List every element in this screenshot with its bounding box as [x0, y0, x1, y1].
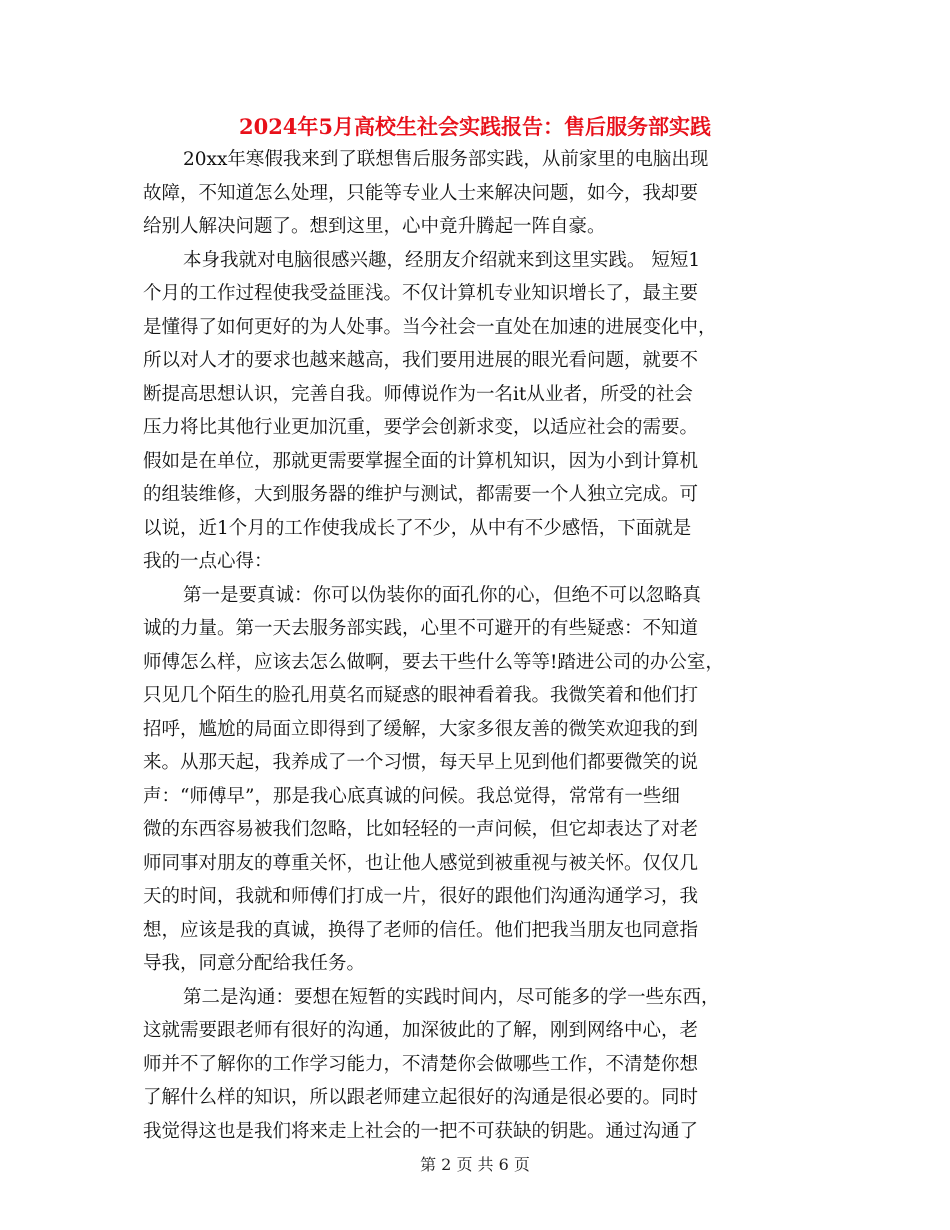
body-line: 20xx年寒假我来到了联想售后服务部实践，从前家里的电脑出现 — [183, 149, 709, 170]
body-line: 所以对人才的要求也越来越高，我们要用进展的眼光看问题，就要不 — [143, 350, 699, 371]
body-line: 只见几个陌生的脸孔用莫名而疑惑的眼神看着我。我微笑着和他们打 — [143, 685, 699, 706]
body-line: 我觉得这也是我们将来走上社会的一把不可获缺的钥匙。通过沟通了 — [143, 1120, 699, 1142]
body-line: 本身我就对电脑很感兴趣，经朋友介绍就来到这里实践。 短短1 — [183, 249, 701, 271]
body-line: 以说，近1个月的工作使我成长了不少，从中有不少感悟，下面就是 — [143, 517, 692, 539]
body-line: 压力将比其他行业更加沉重，要学会创新求变，以适应社会的需要。 — [143, 417, 699, 438]
body-line: 给别人解决问题了。想到这里，心中竟升腾起一阵自豪。 — [143, 216, 606, 237]
page-footer: 第 2 页 共 6 页 — [420, 1155, 530, 1174]
body-line: 第二是沟通：要想在短暂的实践时间内，尽可能多的学一些东西， — [183, 986, 720, 1008]
body-line: 天的时间，我就和师傅们打成一片，很好的跟他们沟通沟通学习，我 — [143, 886, 699, 907]
body-line: 假如是在单位，那就更需要掌握全面的计算机知识，因为小到计算机 — [143, 450, 699, 472]
body-line: 招呼，尴尬的局面立即得到了缓解，大家多很友善的微笑欢迎我的到 — [143, 718, 699, 740]
body-line: 了解什么样的知识，所以跟老师建立起很好的沟通是很必要的。同时 — [143, 1087, 699, 1108]
body-line: 微的东西容易被我们忽略，比如轻轻的一声问候，但它却表达了对老 — [143, 819, 699, 840]
body-line: 这就需要跟老师有很好的沟通，加深彼此的了解，刚到网络中心，老 — [143, 1020, 699, 1041]
body-line: 想，应该是我的真诚，换得了老师的信任。他们把我当朋友也同意指 — [143, 919, 699, 941]
body-line: 我的一点心得： — [143, 551, 273, 572]
body-line: 个月的工作过程使我受益匪浅。不仅计算机专业知识增长了，最主要 — [143, 283, 699, 304]
document-body — [143, 143, 813, 1148]
body-line: 师并不了解你的工作学习能力，不清楚你会做哪些工作，不清楚你想 — [143, 1053, 699, 1075]
body-line: 声：“师傅早”，那是我心底真诚的问候。我总觉得，常常有一些细 — [143, 785, 680, 807]
body-line: 导我，同意分配给我任务。 — [143, 953, 366, 974]
body-line: 的组装维修，大到服务器的维护与测试，都需要一个人独立完成。可 — [143, 484, 699, 505]
body-line: 诚的力量。第一天去服务部实践，心里不可避开的有些疑惑：不知道 — [143, 618, 699, 639]
body-line: 断提高思想认识，完善自我。师傅说作为一名it从业者，所受的社会 — [143, 383, 693, 405]
body-line: 师傅怎么样，应该去怎么做啊，要去干些什么等等!踏进公司的办公室， — [143, 651, 724, 673]
body-line: 来。从那天起，我养成了一个习惯，每天早上见到他们都要微笑的说 — [143, 752, 699, 773]
body-line: 第一是要真诚：你可以伪装你的面孔你的心，但绝不可以忽略真 — [183, 584, 702, 606]
body-line: 师同事对朋友的尊重关怀，也让他人感觉到被重视与被关怀。仅仅几 — [143, 852, 699, 874]
body-line: 故障，不知道怎么处理，只能等专业人士来解决问题，如今，我却要 — [143, 182, 699, 204]
document-title: 2024年5月高校生社会实践报告：售后服务部实践 — [238, 114, 712, 139]
body-line: 是懂得了如何更好的为人处事。当今社会一直处在加速的进展变化中， — [143, 316, 717, 338]
